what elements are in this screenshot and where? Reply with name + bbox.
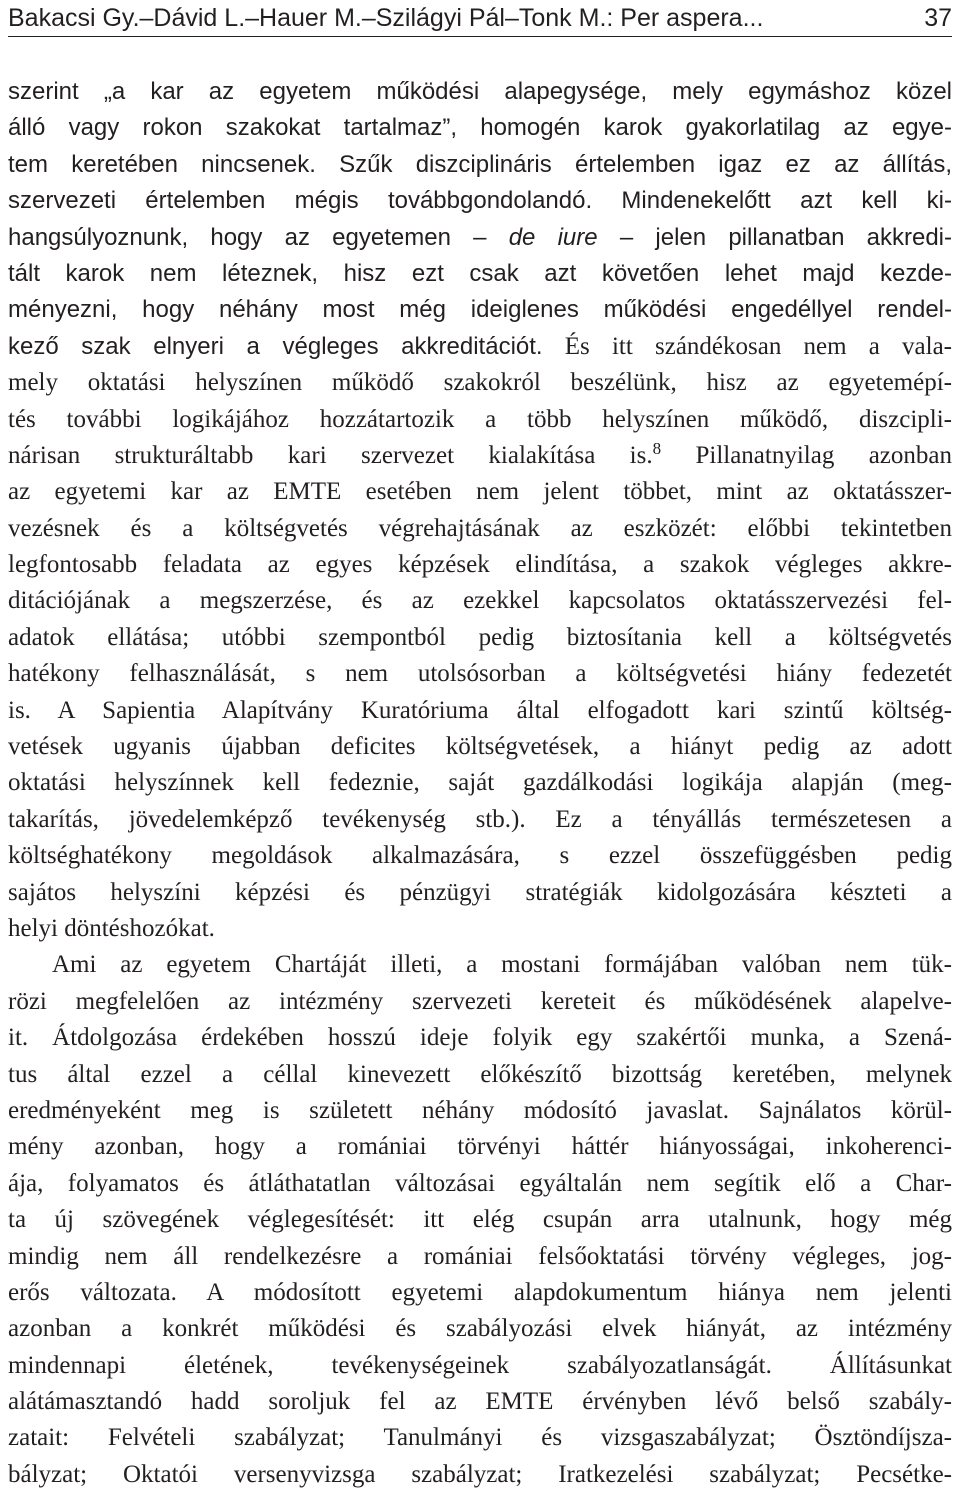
text-line <box>8 438 952 474</box>
text-line: költséghatékony megoldások alkalmazására, s ezzel összefüggésben pedig <box>8 842 952 870</box>
text-segment: – jelen pillanatban akkredi- <box>597 223 952 251</box>
text-line: oktatási helyszínnek kell fedeznie, saját gazdálkodási logikája alapján (meg- <box>8 769 952 797</box>
text-line: rözi megfelelően az intézmény szervezeti kereteit és működésének alapelve- <box>8 987 952 1015</box>
text-line: bályzat; Oktatói versenyvizsga szabályzat; Iratkezelési szabályzat; Pecsétke- <box>8 1460 952 1488</box>
text-line: mely oktatási helyszínen működő szakokról beszélünk, hisz az egyetemépí- <box>8 369 952 397</box>
text-line: mény azonban, hogy a romániai törvényi háttér hiányosságai, inkoherenci- <box>8 1133 952 1161</box>
text-line: takarítás, jövedelemképző tevékenység stb.). Ez a tényállás természetesen a <box>8 805 952 833</box>
text-segment: kező szak elnyeri a végleges akkreditációt. <box>8 332 543 360</box>
text-line: adatok ellátása; utóbbi szempontból pedig biztosítania kell a költségvetés <box>8 623 952 651</box>
text-line: alátámasztandó hadd soroljuk fel az EMTE érvényben lévő belső szabály- <box>8 1388 952 1416</box>
text-line: tés további logikájához hozzátartozik a több helyszínen működő, diszcipli- <box>8 405 952 433</box>
text-line: legfontosabb feladata az egyes képzések elindítása, a szakok végleges akkre- <box>8 551 952 579</box>
text-line: szerint „a kar az egyetem működési alapegysége, mely egymáshoz közel <box>8 78 952 105</box>
text-line: vetések ugyanis újabban deficites költségvetések, a hiányt pedig az adott <box>8 733 952 761</box>
text-line: Ami az egyetem Chartáját illeti, a mostani formájában valóban nem tük- <box>52 951 952 979</box>
text-segment: És itt szándékosan nem a vala- <box>542 332 952 360</box>
text-segment: hangsúlyoznunk, hogy az egyetemen – <box>8 223 509 251</box>
text-line: eredményeként meg is született néhány módosító javaslat. Sajnálatos körül- <box>8 1096 952 1124</box>
text-line: tus által ezzel a céllal kinevezett előkészítő bizottság keretében, melynek <box>8 1060 952 1088</box>
text-line <box>8 329 952 365</box>
text-line: zatait: Felvételi szabályzat; Tanulmányi és vizsgaszabályzat; Ösztöndíjsza- <box>8 1424 952 1452</box>
text-line <box>8 220 952 256</box>
text-line: ája, folyamatos és átláthatatlan változásai egyáltalán nem segítik elő a Char- <box>8 1169 952 1197</box>
text-line: az egyetemi kar az EMTE esetében nem jelent többet, mint az oktatásszer- <box>8 478 952 506</box>
body-text <box>8 74 952 1493</box>
running-title: Bakacsi Gy.–Dávid L.–Hauer M.–Szilágyi Pál–Tonk M.: Per aspera... <box>8 4 764 32</box>
text-line: szervezeti értelemben mégis továbbgondolandó. Mindenekelőtt azt kell ki- <box>8 187 952 215</box>
text-line: helyi döntéshozókat. <box>8 914 215 942</box>
text-line: tem keretében nincsenek. Szűk diszciplináris értelemben igaz ez az állítás, <box>8 150 952 178</box>
text-line: it. Átdolgozása érdekében hosszú ideje folyik egy szakértői munka, a Szená- <box>8 1024 952 1052</box>
footnote-marker[interactable]: 8 <box>652 438 662 458</box>
text-segment: Pillanatnyilag azonban <box>661 441 952 469</box>
text-line: is. A Sapientia Alapítvány Kuratóriuma által elfogadott kari szintű költség- <box>8 696 952 724</box>
page-number: 37 <box>924 4 952 32</box>
text-line: ta új szövegének véglegesítését: itt elég csupán arra utalnunk, hogy még <box>8 1206 952 1234</box>
text-line: azonban a konkrét működési és szabályozási elvek hiányát, az intézmény <box>8 1315 952 1343</box>
text-segment: nárisan strukturáltabb kari szervezet kialakítása is. <box>8 441 653 469</box>
text-line: ményezni, hogy néhány most még ideiglenes működési engedéllyel rendel- <box>8 296 952 324</box>
text-line: ditációjának a megszerzése, és az ezekkel kapcsolatos oktatásszervezési fel- <box>8 587 952 615</box>
text-line: mindig nem áll rendelkezésre a romániai felsőoktatási törvény végleges, jog- <box>8 1242 952 1270</box>
text-line: sajátos helyszíni képzési és pénzügyi stratégiák kidolgozására készteti a <box>8 878 952 906</box>
text-line: tált karok nem léteznek, hisz ezt csak azt követően lehet majd kezde- <box>8 259 952 287</box>
latin-term: de iure <box>508 223 598 251</box>
text-line: álló vagy rokon szakokat tartalmaz”, homogén karok gyakorlatilag az egye- <box>8 114 952 142</box>
text-line: erős változata. A módosított egyetemi alapdokumentum hiánya nem jelenti <box>8 1278 952 1306</box>
text-line: hatékony felhasználását, s nem utolsósorban a költségvetési hiány fedezetét <box>8 660 952 688</box>
text-line: mindennapi életének, tevékenységeinek szabályozatlanságát. Állításunkat <box>8 1351 952 1379</box>
running-header <box>8 2 952 37</box>
text-line: vezésnek és a költségvetés végrehajtásának az eszközét: előbbi tekintetben <box>8 514 952 542</box>
